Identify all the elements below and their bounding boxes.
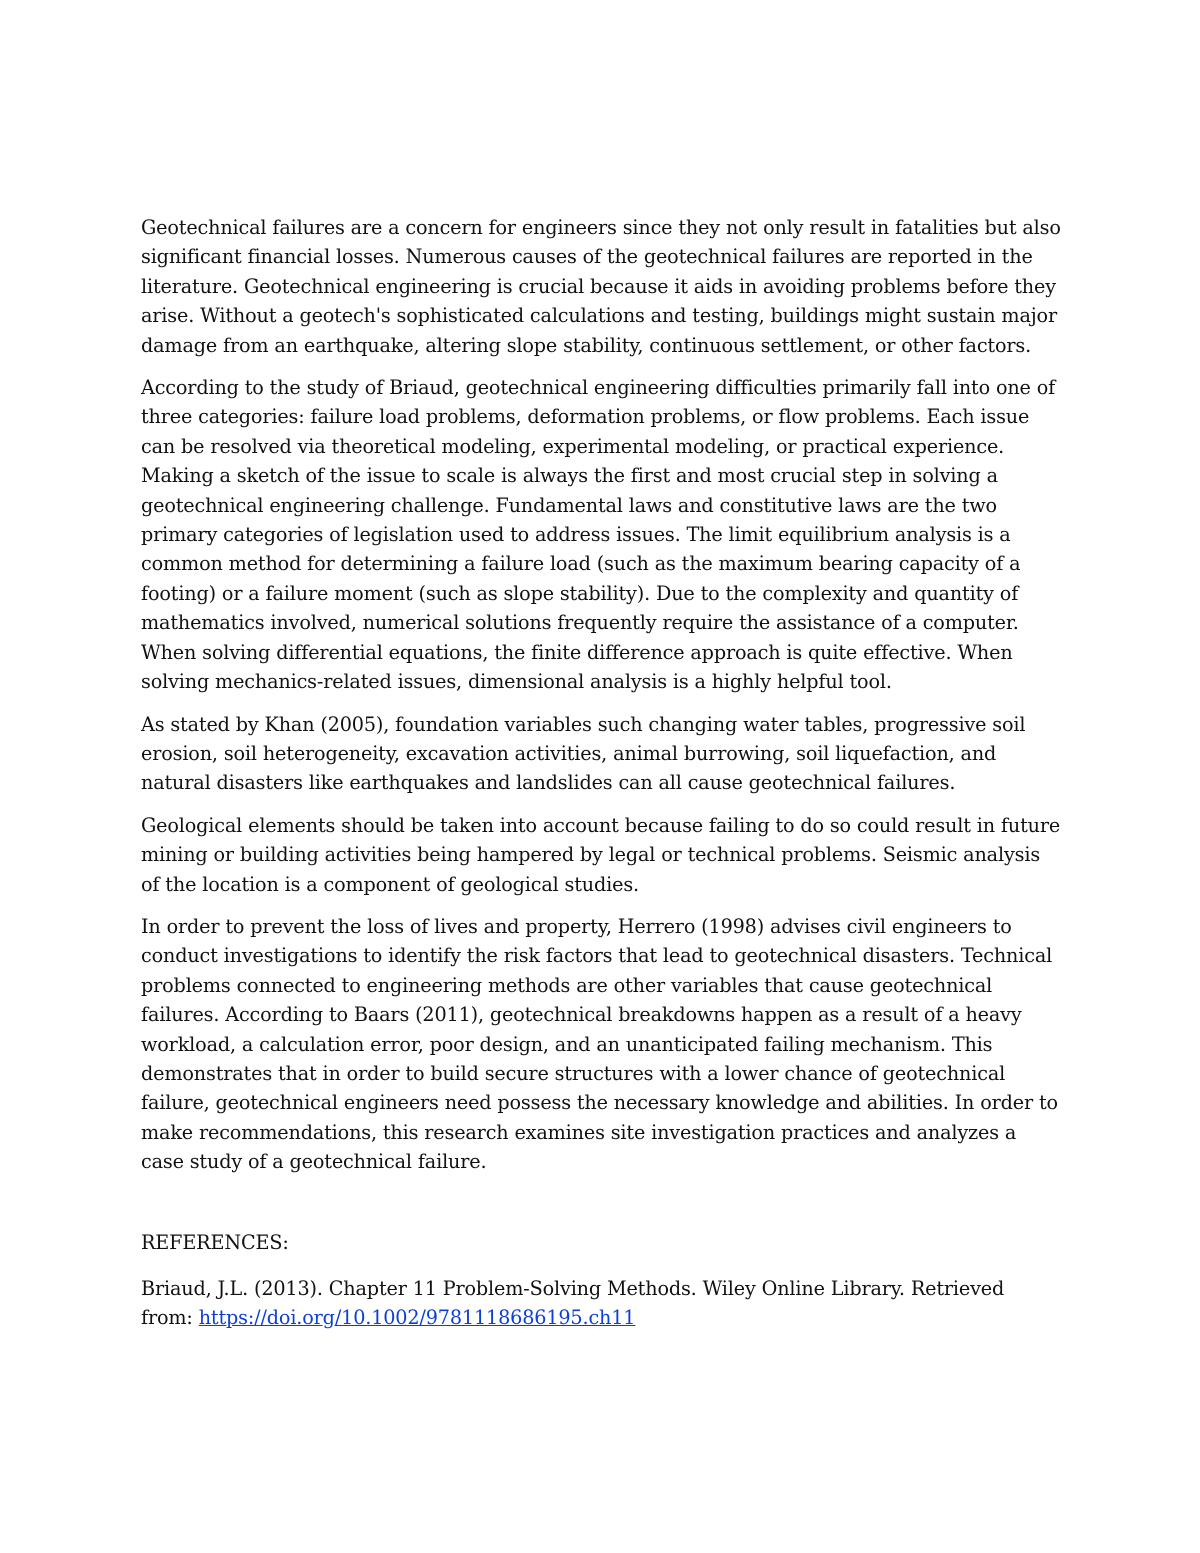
reference-doi-link[interactable]: https://doi.org/10.1002/9781118686195.ch11 (198, 1306, 636, 1330)
paragraph-khan: As stated by Khan (2005), foundation variables such changing water tables, progressive soil erosion, soil heterogeneity, excavation activities, animal burrowing, soil liquefaction, and natural disasters like earthquakes and landslides can all cause geotechnical failures. (141, 712, 1026, 795)
document-body (141, 213, 1061, 1333)
paragraph-briaud: According to the study of Briaud, geotechnical engineering difficulties primarily fall into one of three categories: failure load problems, deformation problems, or flow problems. Each issue can be resolved via theoretical modeling, experimental modeling, or practical experience. Making a sketch of the issue to scale is always the first and most crucial step in solving a geotechnical engineering challenge. Fundamental laws and constitutive laws are the two primary categories of legislation used to address issues. The limit equilibrium analysis is a common method for determining a failure load (such as the maximum bearing capacity of a footing) or a failure moment (such as slope stability). Due to the complexity and quantity of mathematics involved, numerical solutions frequently require the assistance of a computer. When solving differential equations, the finite difference approach is quite effective. When solving mechanics-related issues, dimensional analysis is a highly helpful tool. (141, 376, 1056, 694)
paragraph-intro: Geotechnical failures are a concern for engineers since they not only result in fatalities but also significant financial losses. Numerous causes of the geotechnical failures are reported in the literature. Geotechnical engineering is crucial because it aids in avoiding problems before they arise. Without a geotech's sophisticated calculations and testing, buildings might sustain major damage from an earthquake, altering slope stability, continuous settlement, or other factors. (141, 216, 1061, 357)
reference-text: Briaud, J.L. (2013). Chapter 11 Problem-Solving Methods. Wiley Online Library. Retrieved from: (141, 1277, 1005, 1330)
paragraph-herrero: In order to prevent the loss of lives and property, Herrero (1998) advises civil engineers to conduct investigations to identify the risk factors that lead to geotechnical disasters. Technical problems connected to engineering methods are other variables that cause geotechnical failures. According to Baars (2011), geotechnical breakdowns happen as a result of a heavy workload, a calculation error, poor design, and an unanticipated failing mechanism. This demonstrates that in order to build secure structures with a lower chance of geotechnical failure, geotechnical engineers need possess the necessary knowledge and abilities. In order to make recommendations, this research examines site investigation practices and analyzes a case study of a geotechnical failure. (141, 914, 1058, 1174)
references-heading: REFERENCES: (141, 1230, 289, 1254)
paragraph-geological: Geological elements should be taken into account because failing to do so could result in future mining or building activities being hampered by legal or technical problems. Seismic analysis of the location is a component of geological studies. (141, 813, 1061, 896)
reference-entry (141, 1274, 1061, 1333)
